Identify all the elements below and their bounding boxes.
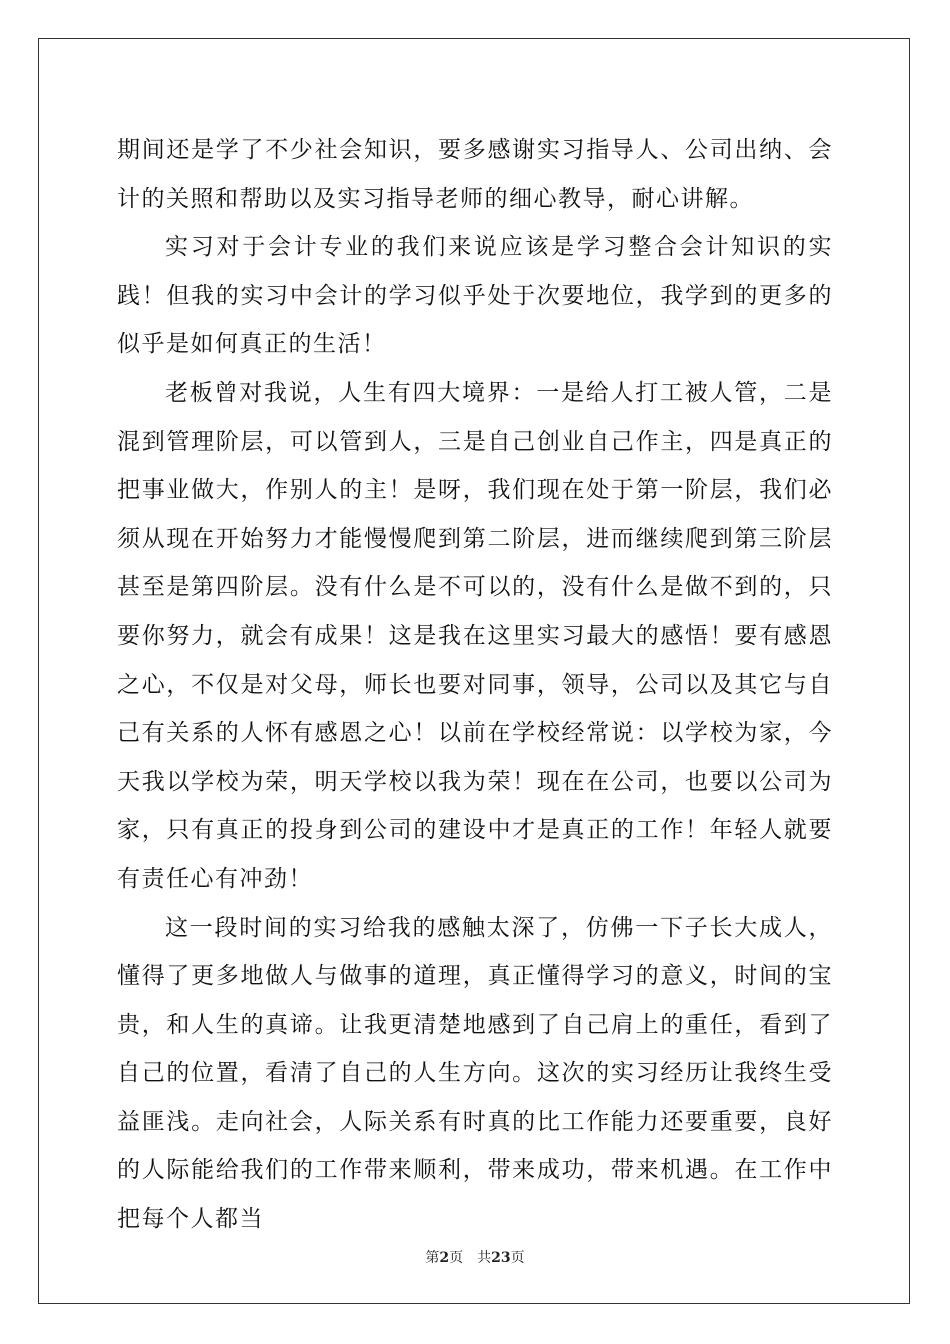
page-prefix: 第 xyxy=(425,1250,440,1266)
page-current: 2 xyxy=(439,1250,450,1266)
paragraph-2: 实习对于会计专业的我们来说应该是学习整合会计知识的实践！但我的实习中会计的学习似乎处于次要地位，我学到的更多的似乎是如何真正的生活！ xyxy=(117,234,833,358)
document-body xyxy=(117,126,833,1244)
page-suffix: 页 xyxy=(449,1250,464,1266)
paragraph-1: 期间还是学了不少社会知识，要多感谢实习指导人、公司出纳、会计的关照和帮助以及实习指导老师的细心教导，耐心讲解。 xyxy=(117,137,833,212)
total-suffix: 页 xyxy=(510,1250,525,1266)
page-total: 23 xyxy=(491,1250,511,1266)
paragraph-4: 这一段时间的实习给我的感触太深了，仿佛一下子长大成人，懂得了更多地做人与做事的道理，真正懂得学习的意义，时间的宝贵，和人生的真谛。让我更清楚地感到了自己肩上的重任，看到了自己的位置，看清了自己的人生方向。这次的实习经历让我终生受益匪浅。走向社会，人际关系有时真的比工作能力还要重要，良好的人际能给我们的工作带来顺利，带来成功，带来机遇。在工作中把每个人都当 xyxy=(117,914,833,1233)
total-prefix: 共 xyxy=(477,1250,492,1266)
page-footer xyxy=(0,1247,950,1267)
paragraph-3: 老板曾对我说，人生有四大境界：一是给人打工被人管，二是混到管理阶层，可以管到人，三是自己创业自己作主，四是真正的把事业做大，作别人的主！是呀，我们现在处于第一阶层，我们必须从现在开始努力才能慢慢爬到第二阶层，进而继续爬到第三阶层甚至是第四阶层。没有什么是不可以的，没有什么是做不到的，只要你努力，就会有成果！这是我在这里实习最大的感悟！要有感恩之心，不仅是对父母，师长也要对同事，领导，公司以及其它与自己有关系的人怀有感恩之心！以前在学校经常说：以学校为家，今天我以学校为荣，明天学校以我为荣！现在在公司，也要以公司为家，只有真正的投身到公司的建设中才是真正的工作！年轻人就要有责任心有冲劲！ xyxy=(117,379,833,892)
